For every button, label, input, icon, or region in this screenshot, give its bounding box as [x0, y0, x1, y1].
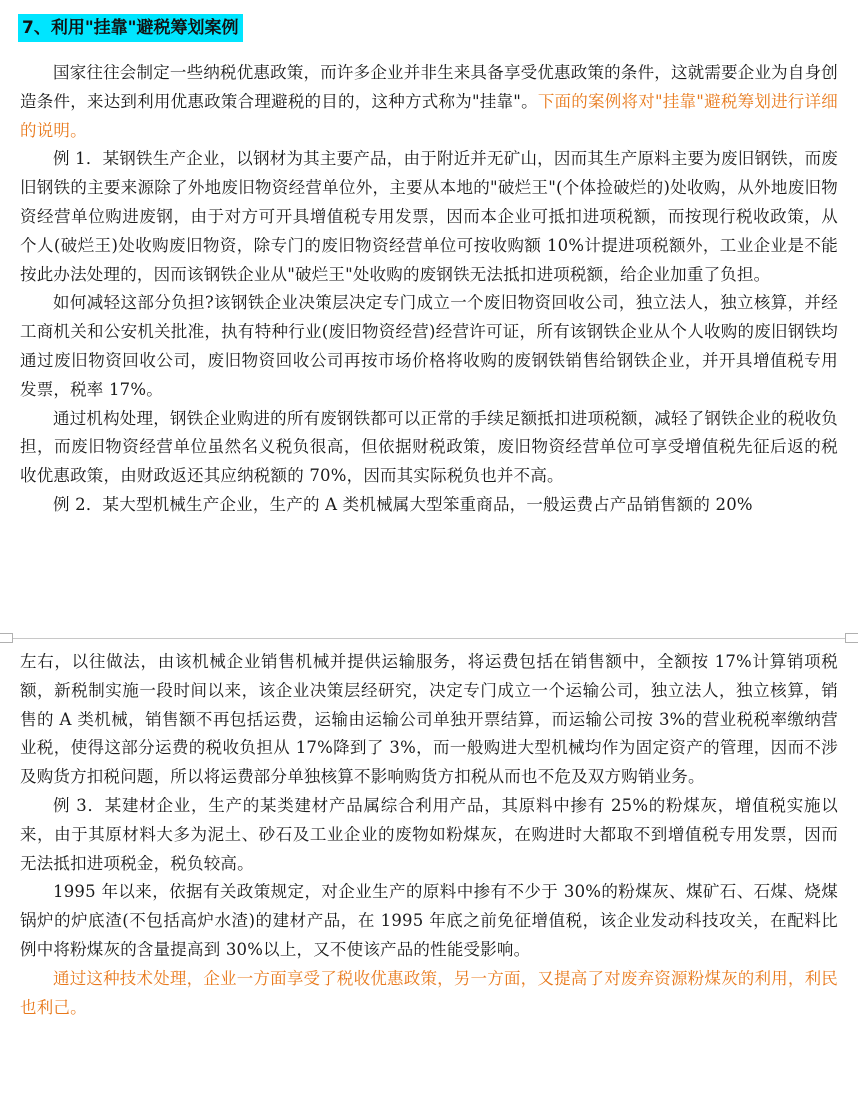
- text-block-page-1: [20, 59, 838, 520]
- paragraph-example-1: 例 1．某钢铁生产企业，以钢材为其主要产品，由于附近并无矿山，因而其生产原料主要为废旧钢铁，而废旧钢铁的主要来源除了外地废旧物资经营单位外，主要从本地的"破烂王"(个体捡破烂的)处收购，从外地废旧物资经营单位购进废钢，由于对方可开具增值税专用发票，因而本企业可抵扣进项税额，而按现行税收政策，从个人(破烂王)处收购废旧物资，除专门的废旧物资经营单位可按收购额 10%计提进项税额外，工业企业是不能按此办法处理的，因而该钢铁企业从"破烂王"处收购的废钢铁无法抵扣进项税额，给企业加重了负担。: [20, 149, 838, 284]
- page-corner-mark-left: [0, 633, 13, 643]
- paragraph-example-2-continued: 左右，以往做法，由该机械企业销售机械并提供运输服务，将运费包括在销售额中，全额按 17%计算销项税额，新税制实施一段时间以来，该企业决策层经研究，决定专门成立一个运输公司，独立法人，独立核算，销售的 A 类机械，销售额不再包括运费，运输由运输公司单独开票结算，而运输公司按 3%的营业税税率缴纳营业税，使得这部分运费的税收负担从 17%降到了 3%，而一般购进大型机械均作为固定资产的管理，因而不涉及购货方扣税问题，所以将运费部分单独核算不影响购货方扣税从而也不危及双方购销业务。: [20, 652, 838, 787]
- page-break-line: [0, 638, 858, 639]
- text-block-page-2: [20, 648, 838, 1022]
- paragraph-intro: [20, 59, 838, 145]
- paragraph-example-1-result: 通过机构处理，钢铁企业购进的所有废钢铁都可以正常的手续足额抵扣进项税额，减轻了钢铁企业的税收负担，而废旧物资经营单位虽然名义税负很高，但依据财税政策，废旧物资经营单位可享受增值税先征后返的税收优惠政策，由财政返还其应纳税额的 70%，因而其实际税负也并不高。: [20, 408, 838, 486]
- page-break-divider: [0, 632, 858, 646]
- intro-highlight-text: 下面的案例将对"挂靠"避税筹划进行详细的说明。: [20, 91, 838, 140]
- intro-text: 国家往往会制定一些纳税优惠政策，而许多企业并非生来具备享受优惠政策的条件，这就需要企业为自身创造条件，来达到利用优惠政策合理避税的目的，这种方式称为"挂靠"。: [20, 63, 838, 111]
- section-heading: 7、利用"挂靠"避税筹划案例: [18, 14, 243, 42]
- paragraph-example-1-solution: 如何减轻这部分负担?该钢铁企业决策层决定专门成立一个废旧物资回收公司，独立法人，独立核算，并经工商机关和公安机关批准，执有特种行业(废旧物资经营)经营许可证，所有该钢铁企业从个人收购的废旧钢铁均通过废旧物资回收公司，废旧物资回收公司再按市场价格将收购的废钢铁销售给钢铁企业，并开具增值税专用发票，税率 17%。: [20, 293, 838, 399]
- paragraph-example-3-policy: 1995 年以来，依据有关政策规定，对企业生产的原料中掺有不少于 30%的粉煤灰、煤矿石、石煤、烧煤锅炉的炉底渣(不包括高炉水渣)的建材产品，在 1995 年底之前免征增值税，该企业发动科技攻关，在配料比例中将粉煤灰的含量提高到 30%以上，又不使该产品的性能受影响。: [20, 882, 838, 959]
- paragraph-example-3: 例 3．某建材企业，生产的某类建材产品属综合利用产品，其原料中掺有 25%的粉煤灰，增值税实施以来，由于其原材料大多为泥土、砂石及工业企业的废物如粉煤灰，在购进时大都取不到增值税专用发票，因而无法抵扣进项税金，税负较高。: [20, 795, 838, 873]
- page-corner-mark-right: [845, 633, 858, 643]
- paragraph-conclusion: 通过这种技术处理，企业一方面享受了税收优惠政策，另一方面，又提高了对废弃资源粉煤灰的利用，利民也利己。: [20, 968, 838, 1017]
- paragraph-example-2-start: 例 2．某大型机械生产企业，生产的 A 类机械属大型笨重商品，一般运费占产品销售额的 20%: [53, 494, 753, 514]
